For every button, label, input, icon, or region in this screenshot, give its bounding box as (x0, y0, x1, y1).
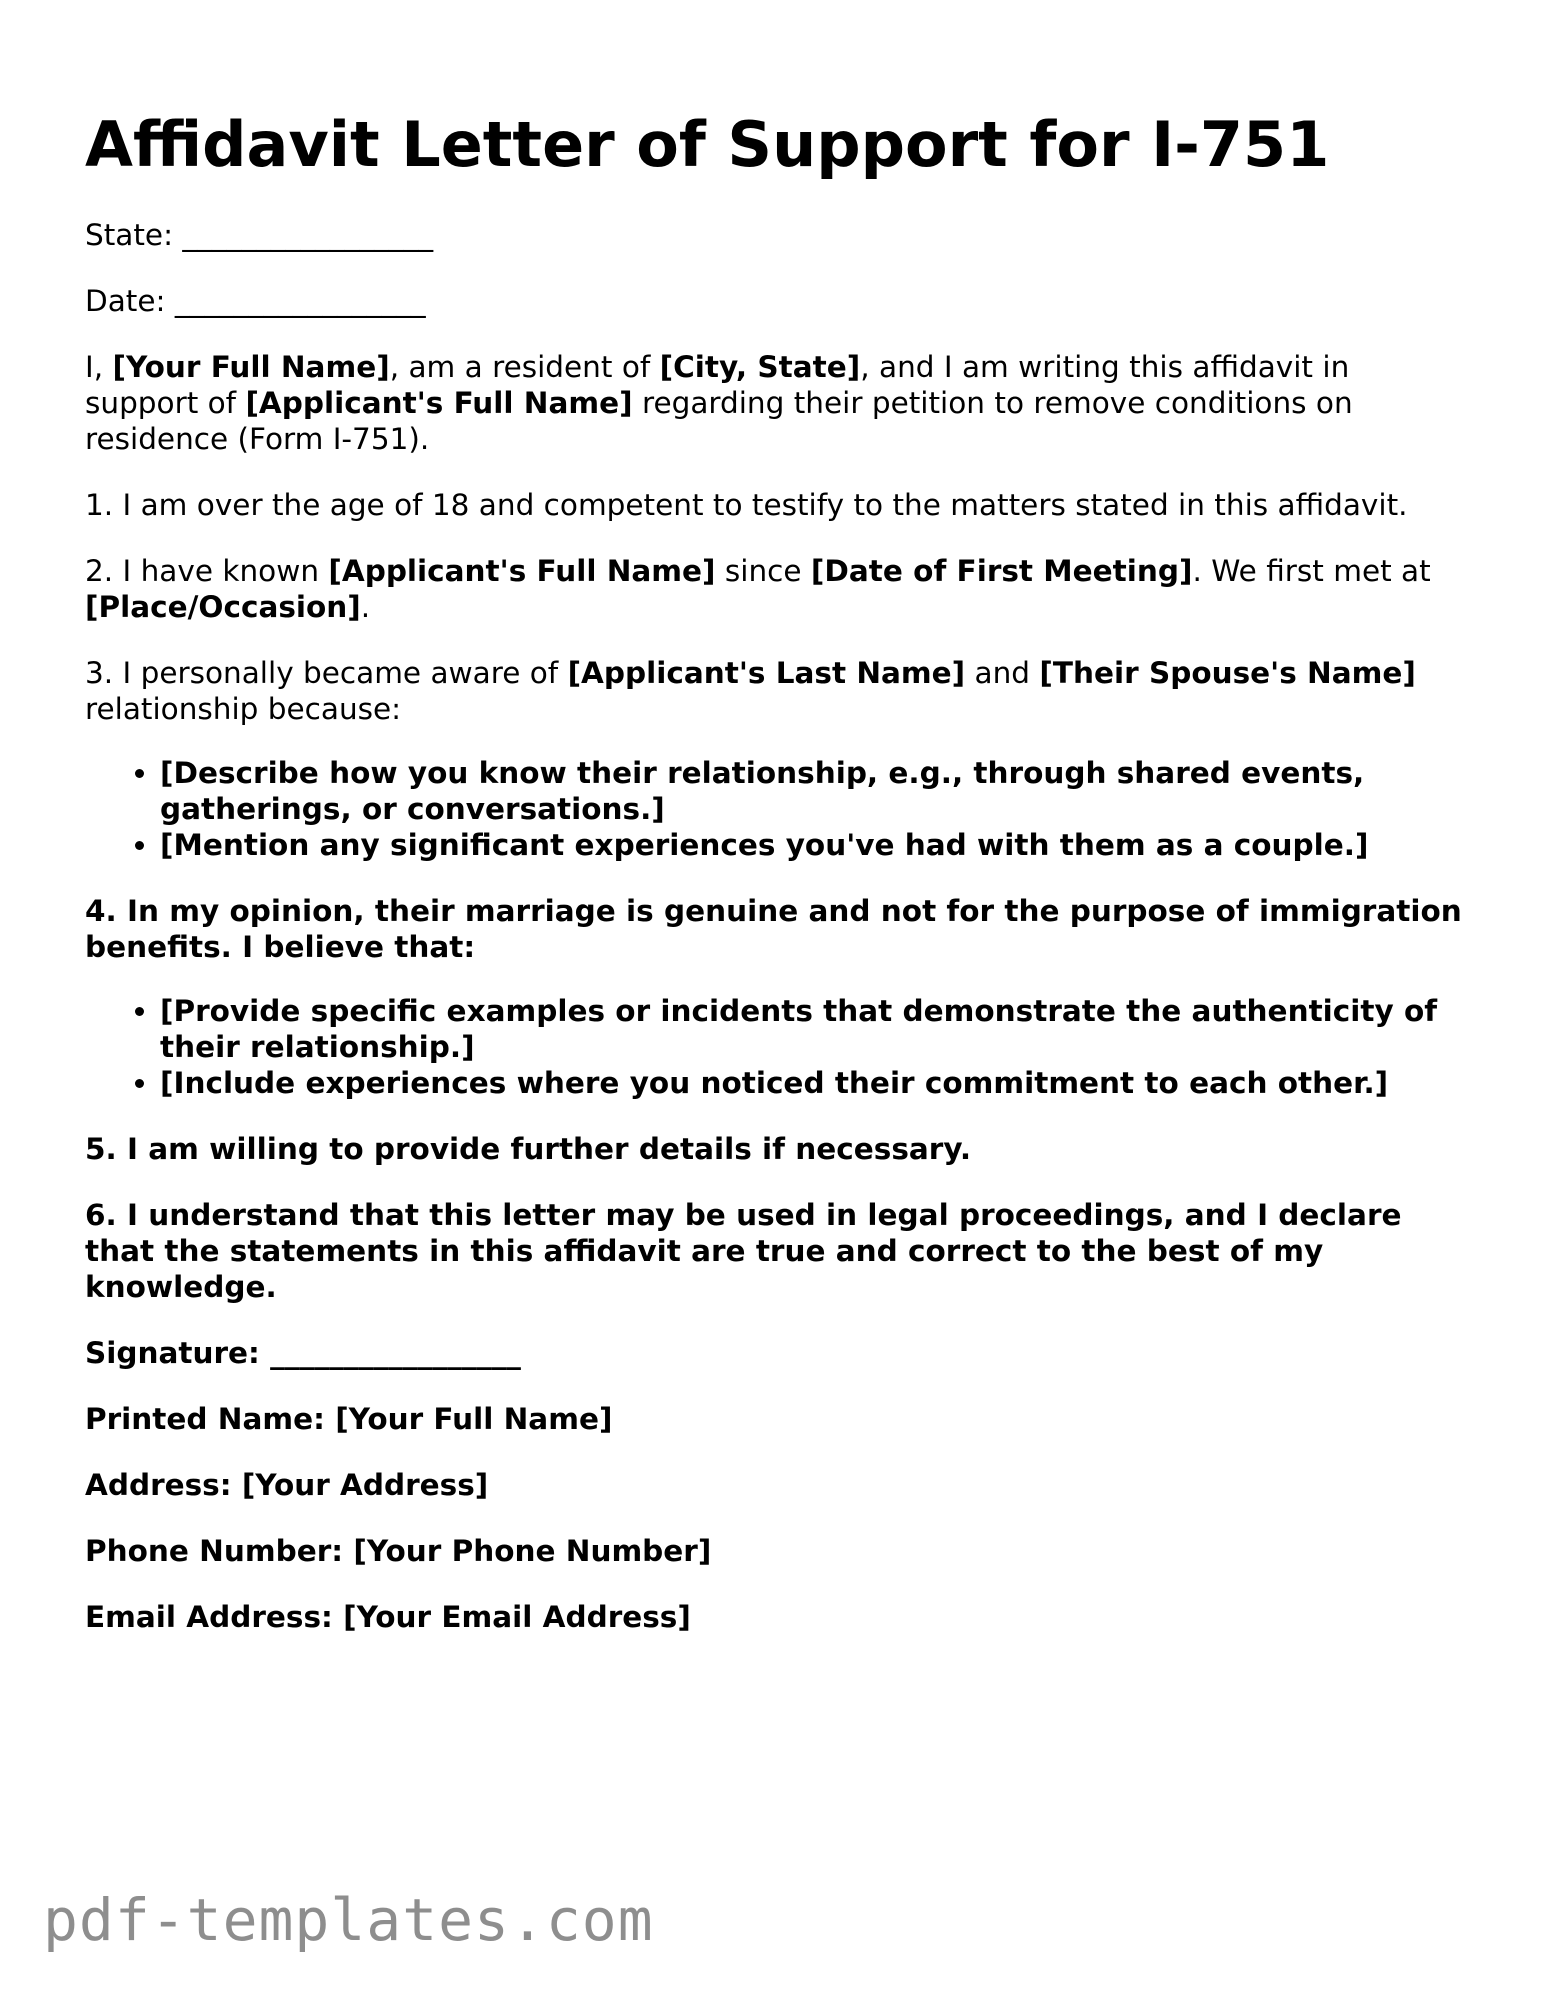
statement-3-text-3: relationship because: (85, 692, 402, 726)
affiant-name-placeholder: [Your Full Name] (112, 350, 390, 384)
state-line (85, 217, 1465, 253)
statement-1: 1. I am over the age of 18 and competent to testify to the matters stated in this affidavit. (85, 488, 1408, 522)
list-item: • [Include experiences where you noticed their commitment to each other.] (160, 1065, 1465, 1101)
printed-name-label: Printed Name: (85, 1402, 325, 1436)
intro-text-1: I, (85, 350, 113, 384)
statement-2-text-4: . (360, 590, 371, 624)
statement-2 (85, 553, 1465, 625)
state-blank: _________________ (182, 218, 434, 252)
printed-name-value: [Your Full Name] (335, 1402, 613, 1436)
list-item: • [Describe how you know their relationship, e.g., through shared events, gatherings, or conversations.] (160, 755, 1465, 827)
list-item: • [Provide specific examples or incidents that demonstrate the authenticity of their relationship.] (160, 993, 1465, 1065)
intro-paragraph (85, 349, 1465, 457)
page-title: Affidavit Letter of Support for I-751 (85, 108, 1330, 181)
phone-line (85, 1533, 1465, 1569)
watermark: pdf-templates.com (43, 1886, 654, 1954)
statement-4-bullet-list (85, 993, 1465, 1101)
statement-3 (85, 655, 1465, 727)
applicant-name-placeholder: [Applicant's Full Name] (245, 386, 633, 420)
document-body (85, 217, 1465, 1665)
email-value: [Your Email Address] (343, 1600, 691, 1634)
statement-6: 6. I understand that this letter may be used in legal proceedings, and I declare that the statements in this affidavit are true and correct to the best of my knowledge. (85, 1198, 1402, 1304)
city-state-placeholder: [City, State] (659, 350, 861, 384)
signature-blank: _________________ (270, 1336, 521, 1370)
address-line (85, 1467, 1465, 1503)
first-meeting-date-placeholder: [Date of First Meeting] (810, 554, 1193, 588)
email-label: Email Address: (85, 1600, 333, 1634)
statement-2-text-3: . We first met at (1192, 554, 1431, 588)
intro-text-2: , am a resident of (389, 350, 660, 384)
address-value: [Your Address] (241, 1468, 489, 1502)
signature-line (85, 1335, 1465, 1371)
phone-label: Phone Number: (85, 1534, 344, 1568)
statement-4: 4. In my opinion, their marriage is genuine and not for the purpose of immigration benefits. I believe that: (85, 894, 1462, 964)
printed-name-line (85, 1401, 1465, 1437)
list-item: • [Mention any significant experiences you've had with them as a couple.] (160, 827, 1465, 863)
date-line (85, 283, 1465, 319)
phone-value: [Your Phone Number] (353, 1534, 712, 1568)
applicant-last-name-placeholder: [Applicant's Last Name] (567, 656, 966, 690)
signature-label: Signature: (85, 1336, 260, 1370)
statement-3-text-2: and (965, 656, 1040, 690)
date-blank: _________________ (174, 284, 426, 318)
intro-text-4: regarding their petition to remove conditions on residence (Form I-751). (85, 386, 1353, 456)
statement-3-text-1: 3. I personally became aware of (85, 656, 568, 690)
email-line (85, 1599, 1465, 1635)
applicant-name-placeholder: [Applicant's Full Name] (328, 554, 716, 588)
state-label: State: (85, 218, 174, 252)
address-label: Address: (85, 1468, 232, 1502)
statement-5: 5. I am willing to provide further details if necessary. (85, 1132, 972, 1166)
statement-2-text-2: since (715, 554, 811, 588)
spouse-name-placeholder: [Their Spouse's Name] (1039, 656, 1416, 690)
intro-text-3: , and I am writing this affidavit in support of (85, 350, 1350, 420)
statement-2-text-1: 2. I have known (85, 554, 329, 588)
date-label: Date: (85, 284, 166, 318)
statement-3-bullet-list (85, 755, 1465, 863)
place-occasion-placeholder: [Place/Occasion] (85, 590, 361, 624)
